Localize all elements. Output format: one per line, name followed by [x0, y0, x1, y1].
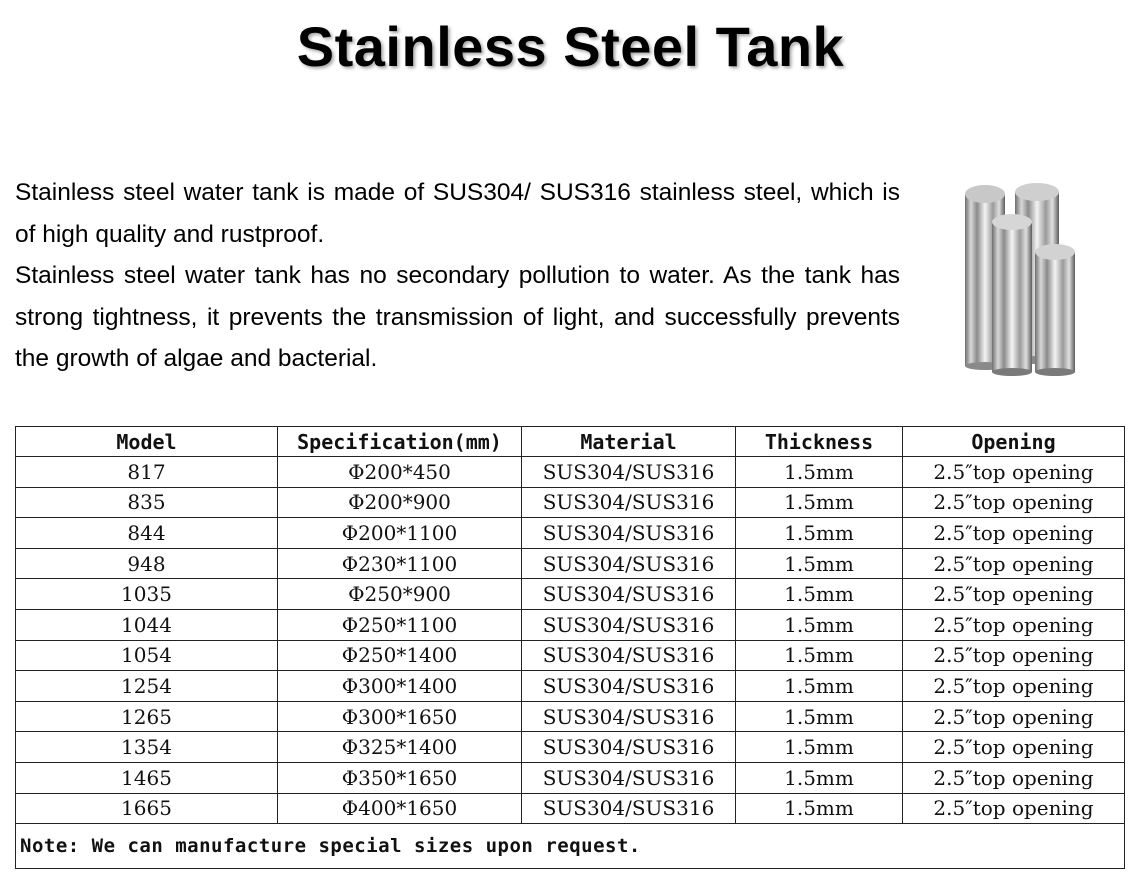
table-row — [16, 762, 1125, 793]
model-cell: 1035 — [16, 579, 278, 610]
header-model: Model — [16, 427, 278, 457]
specification-table — [15, 426, 1125, 869]
opening-cell: 2.5″top opening — [903, 518, 1125, 549]
model-cell: 1465 — [16, 762, 278, 793]
model-cell: 1254 — [16, 671, 278, 702]
thickness-cell: 1.5mm — [736, 487, 903, 518]
thickness-cell: 1.5mm — [736, 793, 903, 824]
opening-cell: 2.5″top opening — [903, 732, 1125, 763]
opening-cell: 2.5″top opening — [903, 793, 1125, 824]
thickness-cell: 1.5mm — [736, 640, 903, 671]
table-row — [16, 518, 1125, 549]
table-note: Note: We can manufacture special sizes upon request. — [16, 824, 1125, 869]
specification-cell: Φ300*1650 — [278, 701, 522, 732]
thickness-cell: 1.5mm — [736, 732, 903, 763]
tank-front-left — [992, 214, 1032, 376]
header-opening: Opening — [903, 427, 1125, 457]
opening-cell: 2.5″top opening — [903, 487, 1125, 518]
thickness-cell: 1.5mm — [736, 518, 903, 549]
thickness-cell: 1.5mm — [736, 701, 903, 732]
material-cell: SUS304/SUS316 — [522, 640, 736, 671]
material-cell: SUS304/SUS316 — [522, 548, 736, 579]
product-description — [15, 172, 900, 380]
specification-cell: Φ200*450 — [278, 457, 522, 488]
material-cell: SUS304/SUS316 — [522, 487, 736, 518]
model-cell: 817 — [16, 457, 278, 488]
specification-cell: Φ250*900 — [278, 579, 522, 610]
specification-cell: Φ300*1400 — [278, 671, 522, 702]
table-row — [16, 701, 1125, 732]
opening-cell: 2.5″top opening — [903, 548, 1125, 579]
table-row — [16, 548, 1125, 579]
specification-cell: Φ400*1650 — [278, 793, 522, 824]
table-row — [16, 487, 1125, 518]
specification-cell: Φ200*900 — [278, 487, 522, 518]
specification-cell: Φ230*1100 — [278, 548, 522, 579]
material-cell: SUS304/SUS316 — [522, 793, 736, 824]
description-paragraph: Stainless steel water tank has no secondary pollution to water. As the tank has strong tightness, it prevents the transmission of light, and successfully prevents the growth of algae and bacterial. — [15, 262, 900, 372]
model-cell: 948 — [16, 548, 278, 579]
material-cell: SUS304/SUS316 — [522, 671, 736, 702]
model-cell: 1665 — [16, 793, 278, 824]
table-row — [16, 732, 1125, 763]
specification-cell: Φ325*1400 — [278, 732, 522, 763]
opening-cell: 2.5″top opening — [903, 609, 1125, 640]
material-cell: SUS304/SUS316 — [522, 518, 736, 549]
opening-cell: 2.5″top opening — [903, 701, 1125, 732]
description-paragraph: Stainless steel water tank is made of SUS304/ SUS316 stainless steel, which is of high quality and rustproof. — [15, 179, 900, 248]
thickness-cell: 1.5mm — [736, 762, 903, 793]
thickness-cell: 1.5mm — [736, 457, 903, 488]
specification-cell: Φ250*1400 — [278, 640, 522, 671]
thickness-cell: 1.5mm — [736, 671, 903, 702]
thickness-cell: 1.5mm — [736, 609, 903, 640]
model-cell: 1044 — [16, 609, 278, 640]
note-row — [16, 824, 1125, 869]
table-row — [16, 793, 1125, 824]
table-row — [16, 671, 1125, 702]
material-cell: SUS304/SUS316 — [522, 762, 736, 793]
specification-cell: Φ350*1650 — [278, 762, 522, 793]
opening-cell: 2.5″top opening — [903, 762, 1125, 793]
table-header-row — [16, 427, 1125, 457]
table-row — [16, 640, 1125, 671]
page-title: Stainless Steel Tank — [296, 15, 845, 78]
stainless-steel-tanks-photo — [955, 180, 1085, 380]
material-cell: SUS304/SUS316 — [522, 457, 736, 488]
opening-cell: 2.5″top opening — [903, 579, 1125, 610]
specification-cell: Φ200*1100 — [278, 518, 522, 549]
header-thickness: Thickness — [736, 427, 903, 457]
opening-cell: 2.5″top opening — [903, 671, 1125, 702]
model-cell: 835 — [16, 487, 278, 518]
material-cell: SUS304/SUS316 — [522, 732, 736, 763]
tank-front-right — [1035, 244, 1075, 376]
specification-cell: Φ250*1100 — [278, 609, 522, 640]
header-material: Material — [522, 427, 736, 457]
model-cell: 844 — [16, 518, 278, 549]
table-row — [16, 609, 1125, 640]
opening-cell: 2.5″top opening — [903, 457, 1125, 488]
material-cell: SUS304/SUS316 — [522, 701, 736, 732]
thickness-cell: 1.5mm — [736, 548, 903, 579]
table-row — [16, 579, 1125, 610]
model-cell: 1054 — [16, 640, 278, 671]
table-row — [16, 457, 1125, 488]
header-specification: Specification(mm) — [278, 427, 522, 457]
thickness-cell: 1.5mm — [736, 579, 903, 610]
model-cell: 1265 — [16, 701, 278, 732]
model-cell: 1354 — [16, 732, 278, 763]
material-cell: SUS304/SUS316 — [522, 579, 736, 610]
material-cell: SUS304/SUS316 — [522, 609, 736, 640]
opening-cell: 2.5″top opening — [903, 640, 1125, 671]
